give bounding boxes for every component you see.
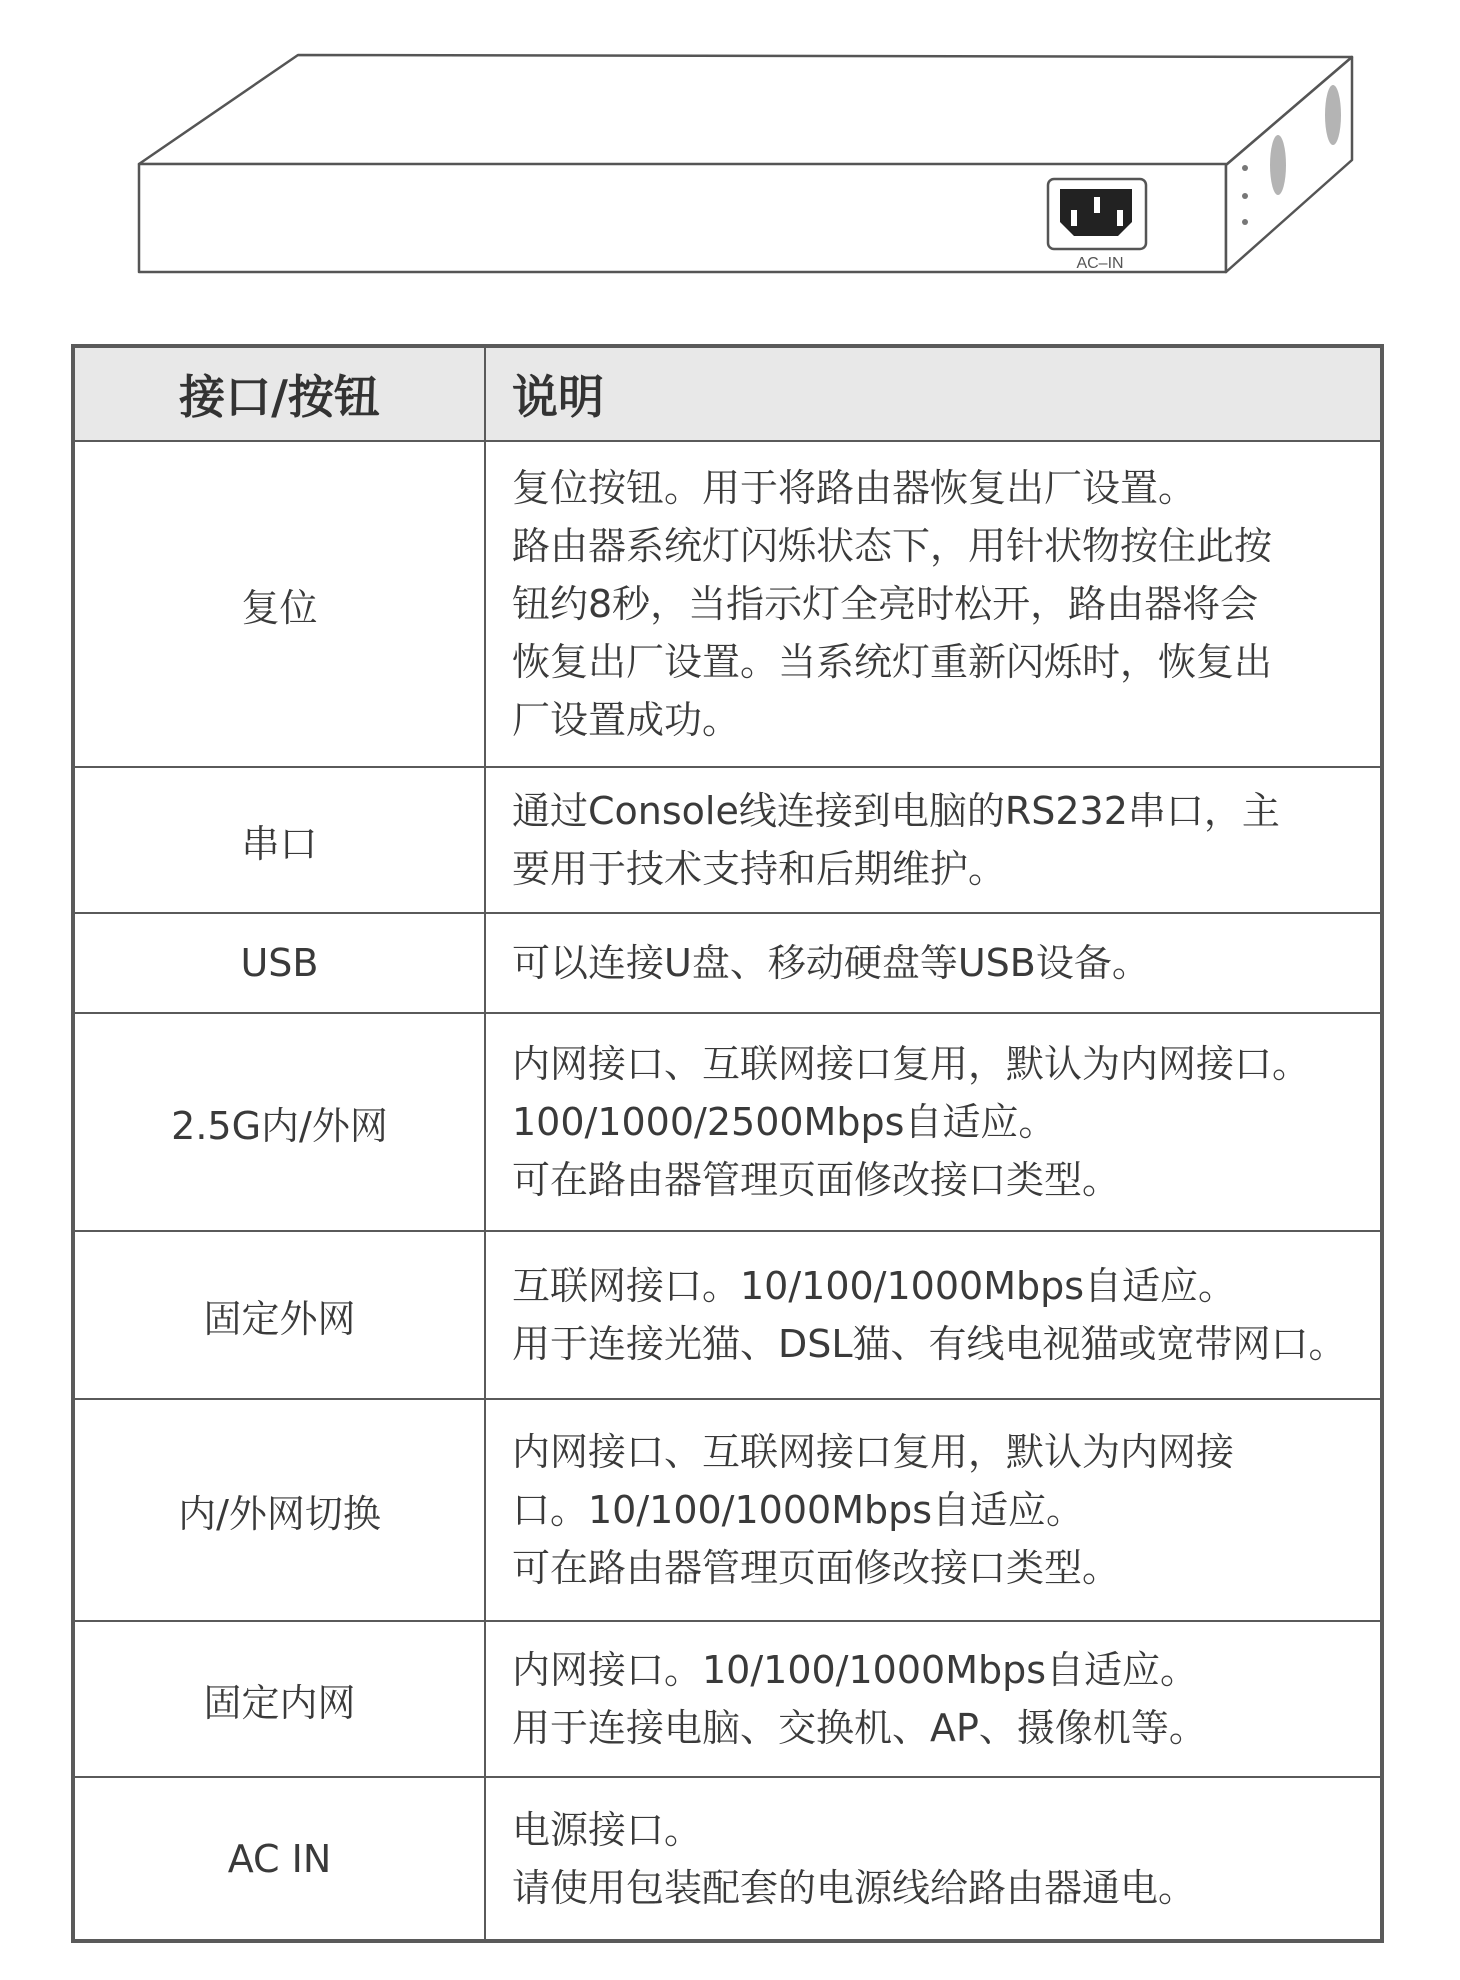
description-line: 口。10/100/1000Mbps自适应。 bbox=[512, 1488, 1085, 1532]
description-line: 用于连接光猫、DSL猫、有线电视猫或宽带网口。 bbox=[512, 1322, 1347, 1366]
interface-description bbox=[485, 1777, 1382, 1941]
interface-description bbox=[485, 1621, 1382, 1777]
description-line: 可以连接U盘、移动硬盘等USB设备。 bbox=[512, 941, 1150, 985]
description-line: 电源接口。 bbox=[512, 1807, 703, 1852]
interface-name: AC IN bbox=[73, 1777, 485, 1941]
interface-name: 串口 bbox=[73, 767, 485, 913]
header-interface-button: 接口/按钮 bbox=[73, 346, 485, 441]
description-line: 内网接口。10/100/1000Mbps自适应。 bbox=[512, 1648, 1199, 1692]
interface-description bbox=[485, 913, 1382, 1013]
interface-description bbox=[485, 441, 1382, 767]
description-line: 互联网接口。10/100/1000Mbps自适应。 bbox=[512, 1264, 1237, 1308]
description-line: 内网接口、互联网接口复用，默认为内网接 bbox=[512, 1430, 1235, 1474]
table-row bbox=[73, 1621, 1382, 1777]
interface-name: 固定外网 bbox=[73, 1231, 485, 1399]
table-row bbox=[73, 1013, 1382, 1231]
description-line: 恢复出厂设置。当系统灯重新闪烁时，恢复出 bbox=[512, 640, 1273, 684]
table-row bbox=[73, 1231, 1382, 1399]
description-line: 可在路由器管理页面修改接口类型。 bbox=[512, 1546, 1121, 1590]
table-row bbox=[73, 1777, 1382, 1941]
description-line: 通过Console线连接到电脑的RS232串口，主 bbox=[512, 789, 1280, 833]
description-line: 内网接口、互联网接口复用，默认为内网接口。 bbox=[512, 1042, 1311, 1086]
interface-name: 复位 bbox=[73, 441, 485, 767]
interface-description bbox=[485, 1231, 1382, 1399]
interface-description bbox=[485, 767, 1382, 913]
description-line: 路由器系统灯闪烁状态下，用针状物按住此按 bbox=[512, 524, 1273, 568]
interface-name: 固定内网 bbox=[73, 1621, 485, 1777]
header-description: 说明 bbox=[485, 346, 1382, 441]
table-row bbox=[73, 441, 1382, 767]
table-row bbox=[73, 913, 1382, 1013]
interface-name: 内/外网切换 bbox=[73, 1399, 485, 1621]
description-line: 用于连接电脑、交换机、AP、摄像机等。 bbox=[512, 1706, 1207, 1750]
ac-in-port-icon bbox=[1048, 179, 1146, 249]
table-header-row bbox=[73, 346, 1382, 441]
ac-in-port-label: AC–IN bbox=[1076, 255, 1124, 272]
description-line: 厂设置成功。 bbox=[512, 698, 741, 742]
description-line: 要用于技术支持和后期维护。 bbox=[512, 847, 1007, 891]
description-line: 100/1000/2500Mbps自适应。 bbox=[512, 1100, 1057, 1144]
interface-name: USB bbox=[73, 913, 485, 1013]
interface-name: 2.5G内/外网 bbox=[73, 1013, 485, 1231]
description-line: 钮约8秒，当指示灯全亮时松开，路由器将会 bbox=[512, 582, 1259, 626]
router-top-face bbox=[139, 55, 1352, 165]
description-line: 请使用包装配套的电源线给路由器通电。 bbox=[512, 1865, 1197, 1910]
table-row bbox=[73, 767, 1382, 913]
description-line: 复位按钮。用于将路由器恢复出厂设置。 bbox=[512, 466, 1197, 510]
table-row bbox=[73, 1399, 1382, 1621]
interface-description bbox=[485, 1399, 1382, 1621]
description-line: 可在路由器管理页面修改接口类型。 bbox=[512, 1158, 1121, 1202]
router-illustration bbox=[0, 0, 1460, 300]
interface-description bbox=[485, 1013, 1382, 1231]
interface-table bbox=[71, 344, 1384, 1943]
